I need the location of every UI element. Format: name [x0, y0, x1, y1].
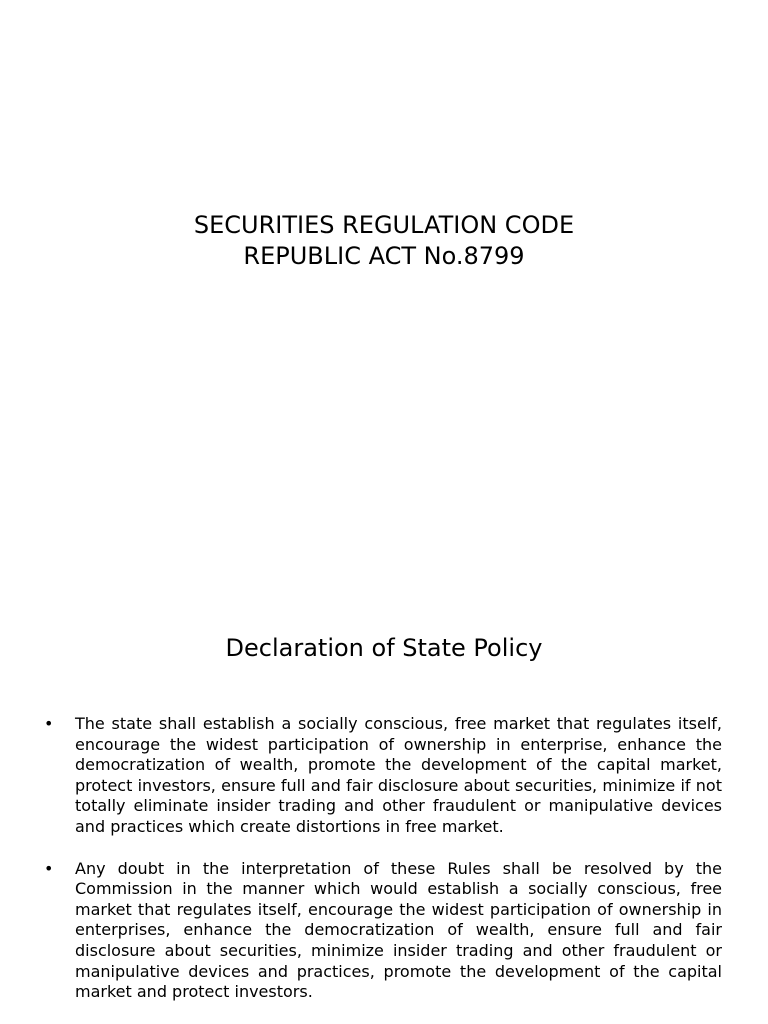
list-item — [44, 859, 722, 1003]
bullet-icon: • — [44, 714, 54, 733]
title-block — [0, 210, 768, 272]
document-title: SECURITIES REGULATION CODE — [193, 211, 575, 239]
bullet-icon: • — [44, 858, 54, 878]
list-item — [44, 714, 722, 838]
bullet-text: Any doubt in the interpretation of these Rules shall be resolved by the Commission in the manner which would establish a socially conscious, free market that regulates itself, encourage the widest participation of ownership in enterprises, enhance the democratization of wealth, ensure full and fair disclosure about securities, minimize insider trading and other fraudulent or manipulative devices and practices, promote the development of the capital market and protect investors. — [75, 858, 722, 1002]
section-heading: Declaration of State Policy — [225, 634, 543, 662]
bullet-text: The state shall establish a socially conscious, free market that regulates itself, encourage the widest participation of ownership in enterprise, enhance the democratization of wealth, promote the development of the capital market, protect investors, ensure full and fair disclosure about securities, minimize if not totally eliminate insider trading and other fraudulent or manipulative devices and practices which create distortions in free market. — [75, 714, 722, 836]
policy-slide — [0, 576, 768, 1024]
document-subtitle: REPUBLIC ACT No.8799 — [243, 242, 525, 270]
bullet-list — [44, 714, 722, 1024]
